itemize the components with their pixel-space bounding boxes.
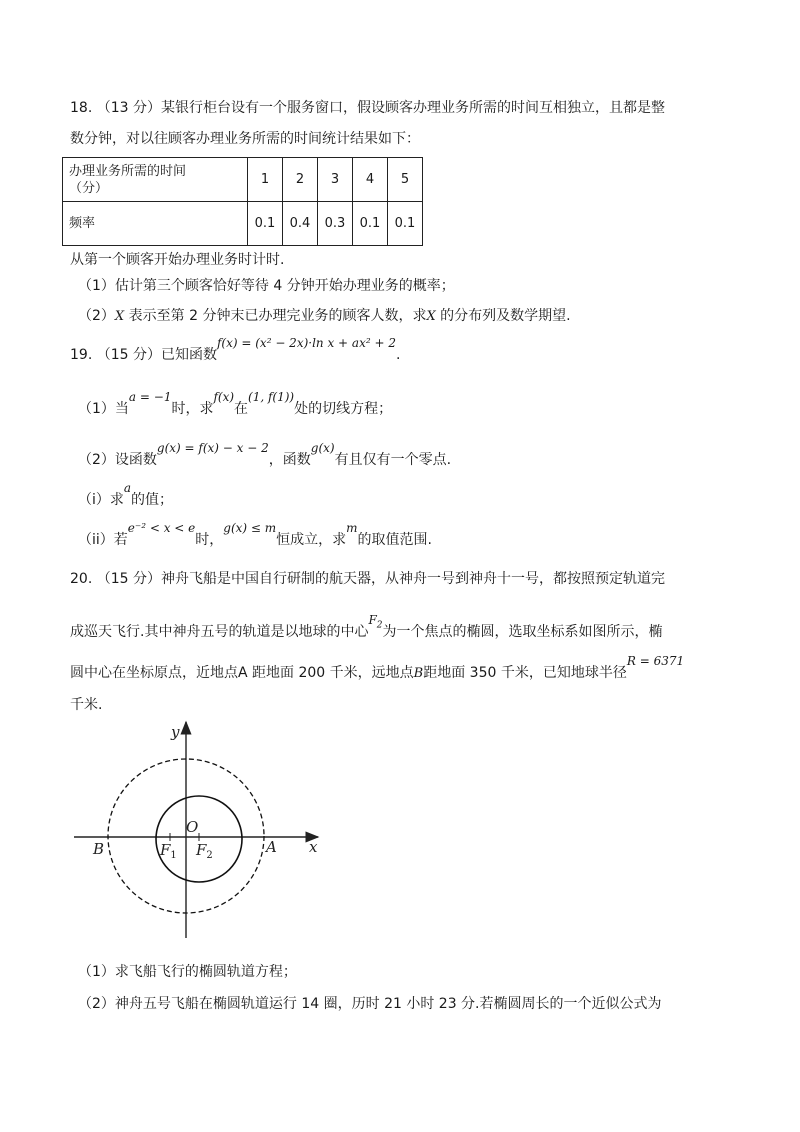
q19-ii-mid: 恒成立，求 xyxy=(276,532,347,548)
q18-var-x2: X xyxy=(426,309,436,324)
point-a-label: A xyxy=(266,838,277,856)
q20-line2 xyxy=(70,613,663,647)
q20-f: F xyxy=(368,613,377,627)
freq-cell: 0.1 xyxy=(388,202,423,246)
q20-line4: 千米. xyxy=(70,697,103,713)
orbit-diagram xyxy=(60,715,340,945)
q20-part2: （2）神舟五号飞船在椭圆轨道运行 14 圈，历时 21 小时 23 分.若椭圆周长的一个近似公式为 xyxy=(78,996,662,1012)
q20-line1: 20. （15 分）神舟飞船是中国自行研制的航天器，从神舟一号到神舟十一号，都按照预定轨道完 xyxy=(70,571,665,587)
q20-part1: （1）求飞船飞行的椭圆轨道方程； xyxy=(78,964,297,980)
q19-ii-when: 时， xyxy=(195,532,224,548)
f1-label xyxy=(159,841,177,861)
q18-part1: （1）估计第三个顾客恰好等待 4 分钟开始办理业务的概率； xyxy=(78,278,455,294)
q19-p2-prefix: （2）设函数 xyxy=(78,452,157,468)
q19-part2 xyxy=(78,441,452,470)
q19-var-a: a xyxy=(123,481,132,495)
q19-range: e⁻² < x < e xyxy=(127,521,196,535)
q19-i-end: 的值； xyxy=(131,492,174,508)
q19-p2-end: 有且仅有一个零点. xyxy=(334,452,452,468)
table-header-label xyxy=(63,158,248,202)
q19-sub-ii xyxy=(78,521,432,550)
time-cell: 3 xyxy=(318,158,353,202)
q19-point: (1, f(1)) xyxy=(248,390,295,404)
q19-p1-zai: 在 xyxy=(234,401,249,417)
q18-line1: 18. （13 分）某银行柜台设有一个服务窗口，假设顾客办理业务所需的时间互相独立，且都是整 xyxy=(70,100,665,116)
f1-sub: 1 xyxy=(170,850,177,861)
q19-gx: g(x) xyxy=(310,441,335,455)
q19-p1-text: 时，求 xyxy=(171,401,214,417)
q19-i-prefix: （i）求 xyxy=(78,492,124,508)
q19-ii-prefix: （ii）若 xyxy=(78,532,128,548)
freq-cell: 0.3 xyxy=(318,202,353,246)
q19-p1-end: 处的切线方程； xyxy=(294,401,393,417)
q19-ii-end: 的取值范围. xyxy=(357,532,432,548)
header-label-text: 办理业务所需的时间 xyxy=(69,163,187,179)
time-cell: 4 xyxy=(353,158,388,202)
point-b-label: B xyxy=(93,840,105,858)
q19-p1-prefix: （1）当 xyxy=(78,401,129,417)
q18-p2-mid: 表示至第 2 分钟末已办理完业务的顾客人数，求 xyxy=(124,308,427,324)
q19-intro: 19. （15 分）已知函数f(x) = (x² − 2x)·ln x + ax² + 2. xyxy=(70,336,401,363)
table-row-label: 频率 xyxy=(63,202,248,246)
table-row xyxy=(63,202,423,246)
q18-after-text: 从第一个顾客开始办理业务时计时. xyxy=(70,252,285,268)
q18-line2: 数分钟，对以往顾客办理业务所需的时间统计结果如下： xyxy=(70,131,420,147)
q19-cond-a: a = −1 xyxy=(128,390,172,404)
q18-p2-end: 的分布列及数学期望. xyxy=(435,308,571,324)
q19-sub-i xyxy=(78,481,174,510)
q20-var-b: B xyxy=(413,666,424,681)
q20-f-sub: 2 xyxy=(376,620,383,631)
f1-letter: F xyxy=(160,841,171,859)
q19-intro-text: 19. （15 分）已知函数 xyxy=(70,347,217,363)
q19-ineq: g(x) ≤ m xyxy=(223,521,277,535)
f2-sub: 2 xyxy=(206,850,213,861)
frequency-table xyxy=(62,157,423,246)
q20-focus-label xyxy=(368,613,383,631)
q20-line3-c: 距地面 350 千米，已知地球半径 xyxy=(423,665,627,681)
q19-fx: f(x) xyxy=(213,390,235,404)
y-axis-label: y xyxy=(171,723,180,741)
q20-radius: R = 6371 xyxy=(626,654,685,668)
q20-line3-a: 圆中心在坐标原点，近地点A 距地面 200 千米，远地点 xyxy=(70,665,414,681)
f2-label xyxy=(195,841,213,861)
q19-p2-mid: ，函数 xyxy=(268,452,311,468)
q19-part1 xyxy=(78,390,393,419)
origin-label: O xyxy=(186,818,199,836)
q19-var-m: m xyxy=(346,521,358,535)
time-cell: 1 xyxy=(248,158,283,202)
freq-cell: 0.1 xyxy=(248,202,283,246)
q20-line3 xyxy=(70,654,685,684)
q18-part2 xyxy=(78,306,571,327)
q18-p2-prefix: （2） xyxy=(78,308,115,324)
q20-line2-a: 成巡天飞行.其中神舟五号的轨道是以地球的中心 xyxy=(70,624,369,640)
q18-var-x: X xyxy=(114,309,125,324)
freq-cell: 0.4 xyxy=(283,202,318,246)
q19-gx-def: g(x) = f(x) − x − 2 xyxy=(156,441,269,455)
time-cell: 2 xyxy=(283,158,318,202)
f2-letter: F xyxy=(196,841,207,859)
freq-cell: 0.1 xyxy=(353,202,388,246)
header-unit-text: （分） xyxy=(69,180,109,196)
table-row xyxy=(63,158,423,202)
x-axis-label: x xyxy=(309,838,318,856)
time-cell: 5 xyxy=(388,158,423,202)
q19-function: f(x) = (x² − 2x)·ln x + ax² + 2 xyxy=(216,336,396,350)
q20-line2-b: 为一个焦点的椭圆，选取坐标系如图所示，椭 xyxy=(382,624,663,640)
